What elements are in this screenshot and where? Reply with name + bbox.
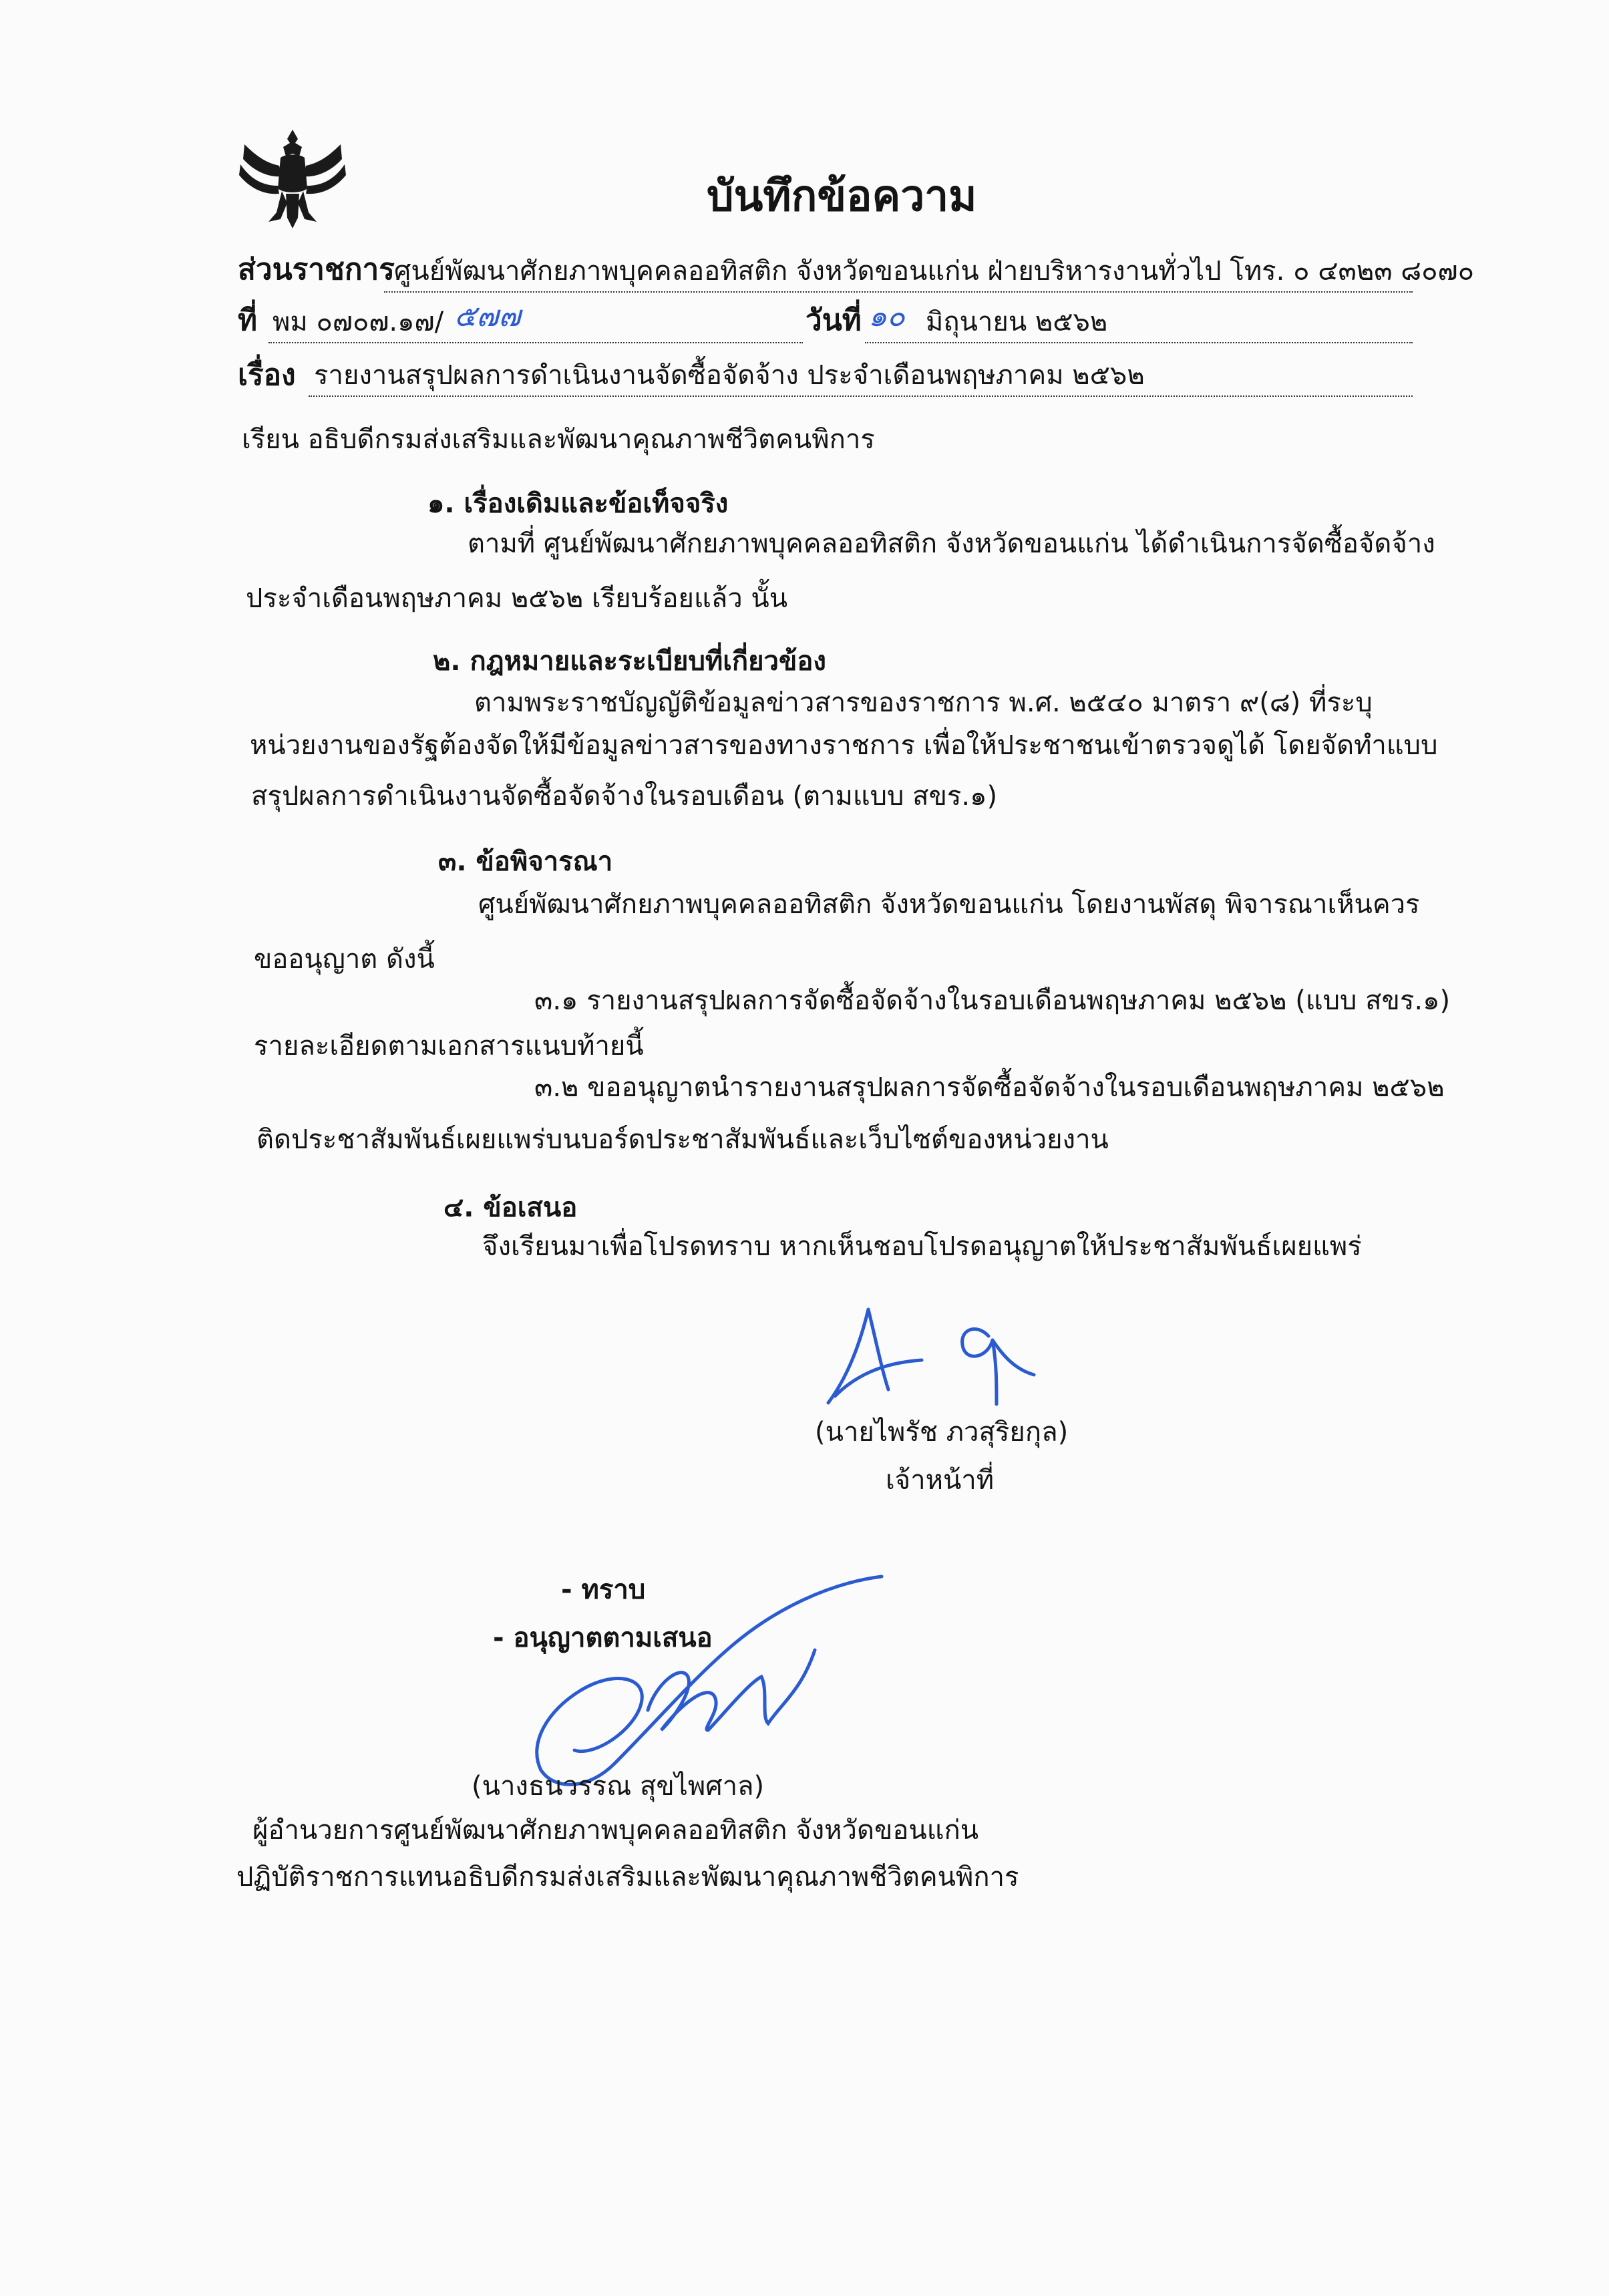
reference-underline — [269, 342, 803, 343]
department-underline — [384, 291, 1413, 293]
department-label: ส่วนราชการ — [238, 253, 395, 287]
section-3-1-line-2: รายละเอียดตามเอกสารแนบท้ายนี้ — [254, 1031, 644, 1061]
section-1-heading: ๑. เรื่องเดิมและข้อเท็จจริง — [427, 488, 729, 519]
garuda-emblem-icon — [238, 124, 347, 231]
subject-label: เรื่อง — [238, 358, 296, 392]
section-2-line-2: หน่วยงานของรัฐต้องจัดให้มีข้อมูลข่าวสารของทางราชการ เพื่อให้ประชาชนเข้าตรวจดูได้ โดยจัดทำแบบ — [250, 730, 1438, 761]
section-2-heading: ๒. กฎหมายและระเบียบที่เกี่ยวข้อง — [433, 646, 826, 677]
director-title-line-2: ปฏิบัติราชการแทนอธิบดีกรมส่งเสริมและพัฒนาคุณภาพชีวิตคนพิการ — [236, 1862, 1019, 1893]
approval-acknowledged: - ทราบ — [561, 1575, 646, 1605]
reference-handwritten: ๕๗๗ — [454, 299, 521, 333]
officer-name: (นายไพรัช ภวสุริยกุล) — [815, 1417, 1069, 1448]
section-1-line-2: ประจำเดือนพฤษภาคม ๒๕๖๒ เรียบร้อยแล้ว นั้น — [246, 583, 788, 614]
date-underline — [865, 342, 1413, 343]
date-day-handwritten: ๑๐ — [868, 299, 905, 333]
director-title-line-1: ผู้อำนวยการศูนย์พัฒนาศักยภาพบุคคลออทิสติก จังหวัดขอนแก่น — [252, 1815, 979, 1846]
section-3-line-2: ขออนุญาต ดังนี้ — [254, 944, 435, 975]
section-3-2-line-2: ติดประชาสัมพันธ์เผยแพร่บนบอร์ดประชาสัมพันธ์และเว็บไซต์ของหน่วยงาน — [256, 1124, 1109, 1155]
date-label: วันที่ — [806, 303, 862, 337]
section-2-line-3: สรุปผลการดำเนินงานจัดซื้อจัดจ้างในรอบเดือน (ตามแบบ สขร.๑) — [251, 781, 998, 812]
salutation-line: เรียน อธิบดีกรมส่งเสริมและพัฒนาคุณภาพชีวิตคนพิการ — [242, 424, 875, 455]
officer-title: เจ้าหน้าที่ — [886, 1465, 995, 1496]
director-signature — [481, 1570, 895, 1797]
section-2-line-1: ตามพระราชบัญญัติข้อมูลข่าวสารของราชการ พ.ศ. ๒๕๔๐ มาตรา ๙(๘) ที่ระบุ — [474, 687, 1373, 718]
section-3-2-line-1: ๓.๒ ขออนุญาตนำรายงานสรุปผลการจัดซื้อจัดจ้างในรอบเดือนพฤษภาคม ๒๕๖๒ — [534, 1072, 1445, 1103]
department-value: ศูนย์พัฒนาศักยภาพบุคคลออทิสติก จังหวัดขอนแก่น ฝ่ายบริหารงานทั่วไป โทร. ๐ ๔๓๒๓ ๘๐๗๐ — [394, 256, 1475, 287]
section-4-line-1: จึงเรียนมาเพื่อโปรดทราบ หากเห็นชอบโปรดอนุญาตให้ประชาสัมพันธ์เผยแพร่ — [482, 1231, 1362, 1262]
section-3-1-line-1: ๓.๑ รายงานสรุปผลการจัดซื้อจัดจ้างในรอบเดือนพฤษภาคม ๒๕๖๒ (แบบ สขร.๑) — [534, 985, 1451, 1016]
memo-title: บันทึกข้อความ — [707, 172, 977, 221]
section-3-line-1: ศูนย์พัฒนาศักยภาพบุคคลออทิสติก จังหวัดขอนแก่น โดยงานพัสดุ พิจารณาเห็นควร — [478, 889, 1420, 920]
approval-permitted: - อนุญาตตามเสนอ — [493, 1623, 713, 1653]
subject-underline — [309, 395, 1413, 397]
section-3-heading: ๓. ข้อพิจารณา — [438, 846, 613, 877]
officer-signature — [822, 1296, 1042, 1423]
section-4-heading: ๔. ข้อเสนอ — [443, 1192, 578, 1223]
director-name: (นางธนวรรณ สุขไพศาล) — [472, 1771, 765, 1802]
date-value: มิถุนายน ๒๕๖๒ — [926, 307, 1108, 337]
reference-value: พม ๐๗๐๗.๑๗/ — [273, 307, 444, 337]
section-1-line-1: ตามที่ ศูนย์พัฒนาศักยภาพบุคคลออทิสติก จังหวัดขอนแก่น ได้ดำเนินการจัดซื้อจัดจ้าง — [468, 528, 1435, 559]
reference-label: ที่ — [238, 303, 258, 337]
subject-value: รายงานสรุปผลการดำเนินงานจัดซื้อจัดจ้าง ประจำเดือนพฤษภาคม ๒๕๖๒ — [314, 360, 1145, 391]
